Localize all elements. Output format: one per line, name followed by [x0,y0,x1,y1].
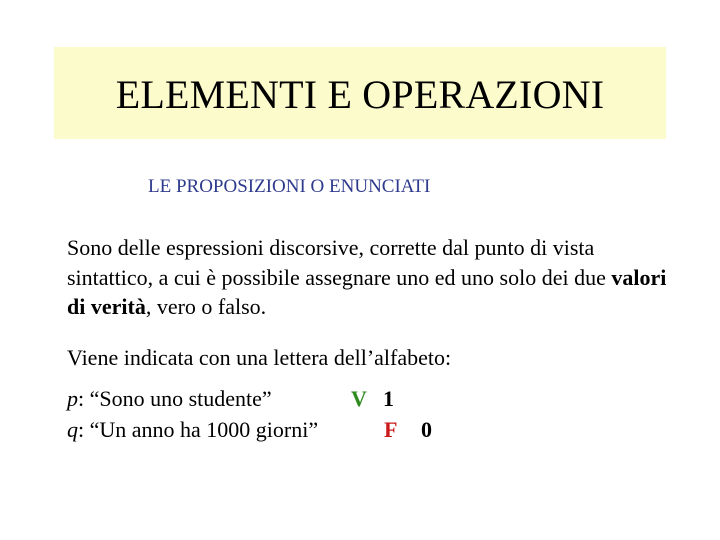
example-statement: : “Un anno ha 1000 giorni” [78,417,319,442]
example-statement: : “Sono uno studente” [78,386,272,411]
slide-title: ELEMENTI E OPERAZIONI [115,71,605,117]
definition-paragraph [67,233,667,322]
definition-text-end: , vero o falso. [145,294,267,319]
truth-value: V [351,386,367,411]
title-banner [54,47,666,139]
binary-value: 0 [421,417,432,442]
truth-value: F [384,417,398,442]
example-variable: p [67,386,78,411]
examples-intro: Viene indicata con una lettera dell’alfabeto: [67,345,452,370]
definition-text-start: Sono delle espressioni discorsive, corrette dal punto di vista sintattico, a cui è possibile assegnare uno ed uno solo dei due [67,235,612,290]
example-row [67,417,432,443]
example-row [67,386,394,412]
binary-value: 1 [383,386,394,411]
slide-subtitle: LE PROPOSIZIONI O ENUNCIATI [148,176,431,197]
definition-bold-term: valori di verità [67,264,667,319]
example-variable: q [67,417,78,442]
